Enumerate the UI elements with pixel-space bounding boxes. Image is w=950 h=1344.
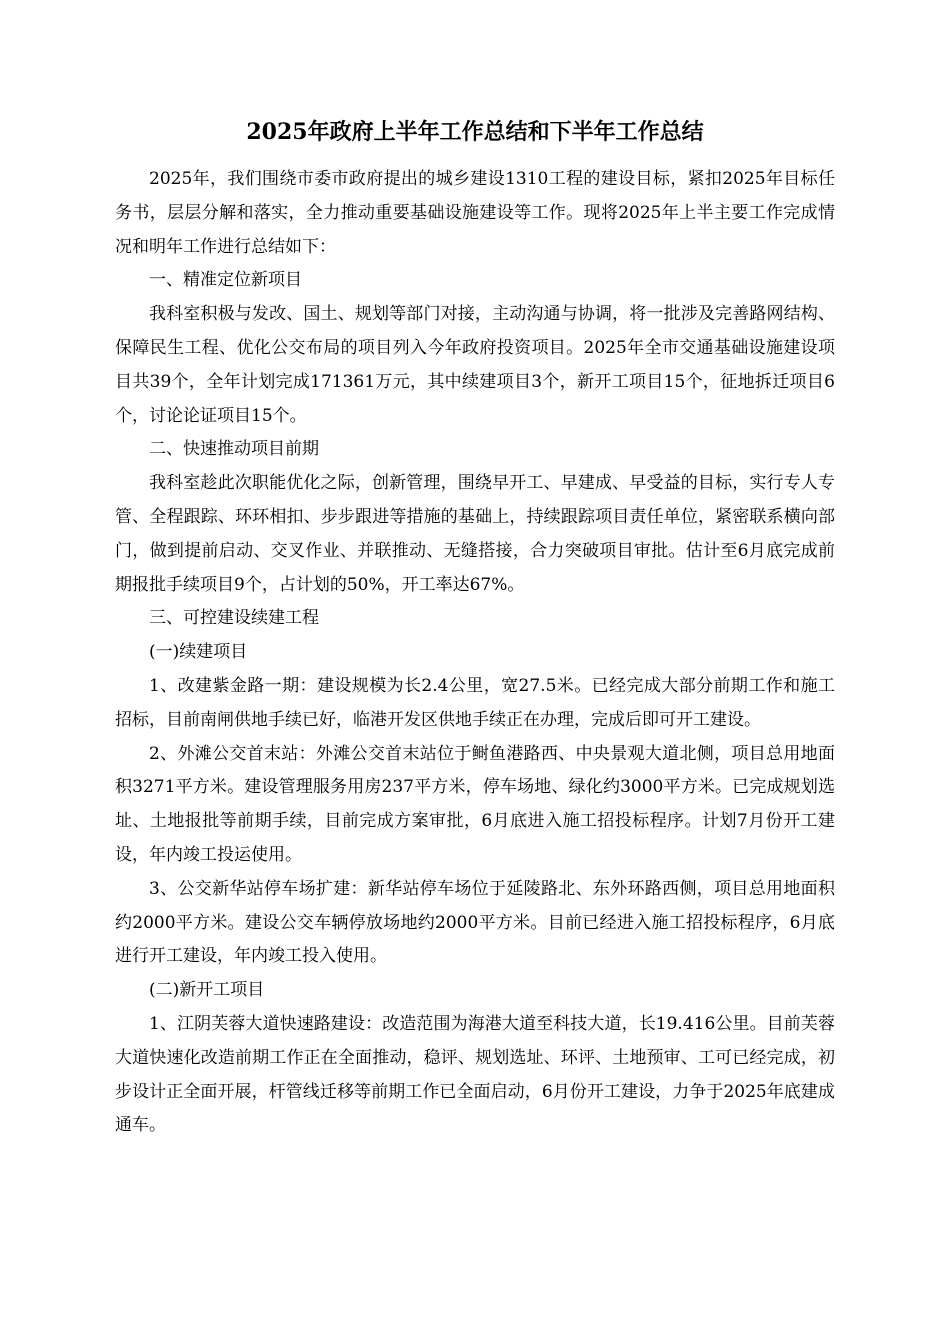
paragraph-intro: 2025年，我们围绕市委市政府提出的城乡建设1310工程的建设目标，紧扣2025年目标任务书，层层分解和落实，全力推动重要基础设施建设等工作。现将2025年上半主要工作完成情况和明年工作进行总结如下： <box>115 169 835 257</box>
document-title: 2025年政府上半年工作总结和下半年工作总结 <box>246 119 704 145</box>
section-heading-2: 二、快速推动项目前期 <box>149 439 319 460</box>
subsection-heading-new-projects: (二)新开工项目 <box>149 980 265 1001</box>
section-heading-1: 一、精准定位新项目 <box>149 270 302 291</box>
subsection-heading-continuing: (一)续建项目 <box>149 642 248 663</box>
document-body <box>115 163 835 1143</box>
paragraph-item-xinhua-parking: 3、公交新华站停车场扩建：新华站停车场位于延陵路北、东外环路西侧，项目总用地面积约2000平方米。建设公交车辆停放场地约2000平方米。目前已经进入施工招投标程序，6月底进行开工建设，年内竣工投入使用。 <box>115 878 835 967</box>
paragraph-item-furong-avenue: 1、江阴芙蓉大道快速路建设：改造范围为海港大道至科技大道，长19.416公里。目前芙蓉大道快速化改造前期工作正在全面推动，稳评、规划选址、环评、土地预审、工可已经完成，初步设计正全面开展，杆管线迁移等前期工作已全面启动，6月份开工建设，力争于2025年底建成通车。 <box>115 1013 835 1136</box>
paragraph-item-waitan-bus-station: 2、外滩公交首末站：外滩公交首末站位于鲥鱼港路西、中央景观大道北侧，项目总用地面积3271平方米。建设管理服务用房237平方米，停车场地、绿化约3000平方米。已完成规划选址、土地报批等前期手续，目前完成方案审批，6月底进入施工招投标程序。计划7月份开工建设，年内竣工投运使用。 <box>115 743 835 865</box>
section-heading-3: 三、可控建设续建工程 <box>149 608 319 629</box>
paragraph-item-zijin-road: 1、改建紫金路一期：建设规模为长2.4公里，宽27.5米。已经完成大部分前期工作和施工招标，目前南闸供地手续已好，临港开发区供地手续正在办理，完成后即可开工建设。 <box>115 675 835 730</box>
paragraph-section-2: 我科室趁此次职能优化之际，创新管理，围绕早开工、早建成、早受益的目标，实行专人专管、全程跟踪、环环相扣、步步跟进等措施的基础上，持续跟踪项目责任单位，紧密联系横向部门，做到提前启动、交叉作业、并联推动、无缝搭接，合力突破项目审批。估计至6月底完成前期报批手续项目9个，占计划的50%，开工率达67%。 <box>115 473 835 595</box>
paragraph-section-1: 我科室积极与发改、国土、规划等部门对接，主动沟通与协调，将一批涉及完善路网结构、保障民生工程、优化公交布局的项目列入今年政府投资项目。2025年全市交通基础设施建设项目共39个，全年计划完成171361万元，其中续建项目3个，新开工项目15个，征地拆迁项目6个，讨论论证项目15个。 <box>115 304 835 426</box>
